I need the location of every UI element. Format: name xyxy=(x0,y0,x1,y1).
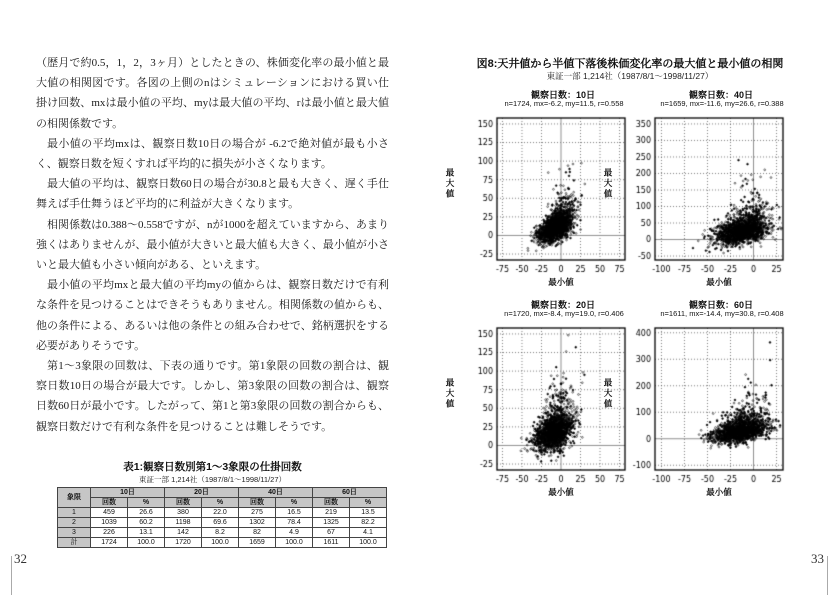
table-cell: 16.5 xyxy=(276,508,313,518)
table-cell: 13.5 xyxy=(350,508,387,518)
table-cell: 100.0 xyxy=(276,538,313,548)
table-cell: 82.2 xyxy=(350,518,387,528)
table-caption: 表1:観察日数別第1～3象限の仕掛回数 xyxy=(123,461,302,473)
table-cell: 100.0 xyxy=(350,538,387,548)
table-cell: 380 xyxy=(165,508,202,518)
chart-cell-2 xyxy=(603,88,797,302)
y-axis-label: 最大値 xyxy=(603,168,613,200)
table-sub-header: % xyxy=(128,498,165,508)
x-axis-label: 最小値 xyxy=(548,487,574,497)
paragraph: 最小値の平均mxと最大値の平均myの値からは、観察日数だけで有利な条件を見つけることはできそうもありません。相関係数の値からも、他の条件による、あるいは他の条件との組み合わせで、銘柄選択をする必要がありそうです。 xyxy=(36,279,389,352)
table-sub-header: % xyxy=(276,498,313,508)
table-cell: 1724 xyxy=(91,538,128,548)
table-cell: 26.6 xyxy=(128,508,165,518)
chart-title: 観察日数：10日 xyxy=(530,90,595,100)
table-cell: 60.2 xyxy=(128,518,165,528)
paragraph: 最小値の平均mxは、観察日数10日の場合が -6.2で絶対値が最も小さく、観察日数を短くすれば平均的に損失が小さくなります。 xyxy=(36,137,389,171)
table-cell: 1039 xyxy=(91,518,128,528)
table-corner-header: 象限 xyxy=(58,488,91,508)
table-group-header: 40日 xyxy=(239,488,313,498)
table-cell: 69.6 xyxy=(202,518,239,528)
paragraph: 第1～3象限の回数は、下表の通りです。第1象限の回数の割合は、観察日数10日の場合が最大です。しかし、第3象限の回数の割合は、観察日数60日が最小です。したがって、第1と第3象限の回数の割合からも、観察日数だけで有利な条件を見つけることは難しそうです。 xyxy=(36,360,389,433)
table-group-header: 10日 xyxy=(91,488,165,498)
scatter-plot-canvas xyxy=(615,114,797,282)
table-row xyxy=(58,528,387,538)
paragraph: 相関係数は0.388～0.558ですが、nが1000を超えていますから、あまり強くはありませんが、最小値が大きいと最大値も大きく、最小値が小さいと最大値も小さい傾向がある、といえます。 xyxy=(36,218,389,272)
table-sub-header: % xyxy=(350,498,387,508)
trim-mark-left xyxy=(11,556,12,595)
x-axis-label: 最小値 xyxy=(548,277,574,287)
table-cell: 1720 xyxy=(165,538,202,548)
table-cell: 459 xyxy=(91,508,128,518)
table-header-row xyxy=(58,488,387,498)
table-cell: 1198 xyxy=(165,518,202,528)
table-cell: 78.4 xyxy=(276,518,313,528)
table-cell: 100.0 xyxy=(202,538,239,548)
table-cell: 1325 xyxy=(313,518,350,528)
table-cell: 13.1 xyxy=(128,528,165,538)
table-cell: 4.1 xyxy=(350,528,387,538)
table-cell: 219 xyxy=(313,508,350,518)
table-row-label: 3 xyxy=(58,528,91,538)
x-axis-label: 最小値 xyxy=(706,277,732,287)
table-row-label: 2 xyxy=(58,518,91,528)
table-sub-header: 回数 xyxy=(313,498,350,508)
table-sub-header: 回数 xyxy=(165,498,202,508)
table-sub-header: 回数 xyxy=(239,498,276,508)
table-cell: 100.0 xyxy=(128,538,165,548)
quadrant-table xyxy=(57,487,387,548)
table-row-label: 1 xyxy=(58,508,91,518)
scatter-plot-canvas xyxy=(615,324,797,492)
table-cell: 67 xyxy=(313,528,350,538)
chart-cell-4 xyxy=(603,298,797,512)
table-sub-header: % xyxy=(202,498,239,508)
x-axis-label: 最小値 xyxy=(706,487,732,497)
table-subtitle: 東証一部 1,214社（1987/8/1～1998/11/27） xyxy=(138,475,287,484)
table-cell: 275 xyxy=(239,508,276,518)
table-cell: 22.0 xyxy=(202,508,239,518)
chart-title: 観察日数：60日 xyxy=(688,300,753,310)
table-row xyxy=(58,518,387,528)
trim-mark-right xyxy=(827,556,828,595)
table-cell: 8.2 xyxy=(202,528,239,538)
paragraph: （歴月で約0.5，1，2，3ヶ月）としたときの、株価変化率の最小値と最大値の相関図です。各図の上側のnはシミュレーションにおける買い仕掛け回数、mxは最小値の平均、myは最大値の平均、rは最小値と最大値の相関係数です。 xyxy=(36,57,389,130)
table-subheader-row xyxy=(58,498,387,508)
paragraph: 最大値の平均は、観察日数60日の場合が30.8と最も大きく、遅く手仕舞えば手仕舞うほど平均的に利益が大きくなります。 xyxy=(36,178,389,211)
table-group-header: 20日 xyxy=(165,488,239,498)
table-row xyxy=(58,508,387,518)
table-cell: 226 xyxy=(91,528,128,538)
table-cell: 82 xyxy=(239,528,276,538)
table-row xyxy=(58,538,387,548)
chart-stats: n=1659, mx=-11.6, my=26.6, r=0.388 xyxy=(660,99,784,108)
table-group-header: 60日 xyxy=(313,488,387,498)
y-axis-label: 最大値 xyxy=(445,168,455,200)
chart-title: 観察日数：20日 xyxy=(530,300,595,310)
table-cell: 142 xyxy=(165,528,202,538)
chart-title: 観察日数：40日 xyxy=(688,90,753,100)
table-row-label: 計 xyxy=(58,538,91,548)
y-axis-label: 最大値 xyxy=(445,378,455,410)
table-cell: 1302 xyxy=(239,518,276,528)
y-axis-label: 最大値 xyxy=(603,378,613,410)
page-number-left: 32 xyxy=(14,551,27,566)
body-text xyxy=(36,53,389,437)
figure-subtitle: 東証一部 1,214社（1987/8/1～1998/11/27） xyxy=(546,71,714,81)
chart-stats: n=1724, mx=-6.2, my=11.5, r=0.558 xyxy=(504,99,624,108)
table-cell: 4.9 xyxy=(276,528,313,538)
chart-stats: n=1611, mx=-14.4, my=30.8, r=0.408 xyxy=(660,309,784,318)
table-cell: 1611 xyxy=(313,538,350,548)
figure-title: 図8:天井値から半値下落後株価変化率の最大値と最小値の相関 xyxy=(476,58,784,70)
table-cell: 1659 xyxy=(239,538,276,548)
chart-stats: n=1720, mx=-8.4, my=19.0, r=0.406 xyxy=(504,309,624,318)
page-number-right: 33 xyxy=(811,551,824,566)
table-sub-header: 回数 xyxy=(91,498,128,508)
